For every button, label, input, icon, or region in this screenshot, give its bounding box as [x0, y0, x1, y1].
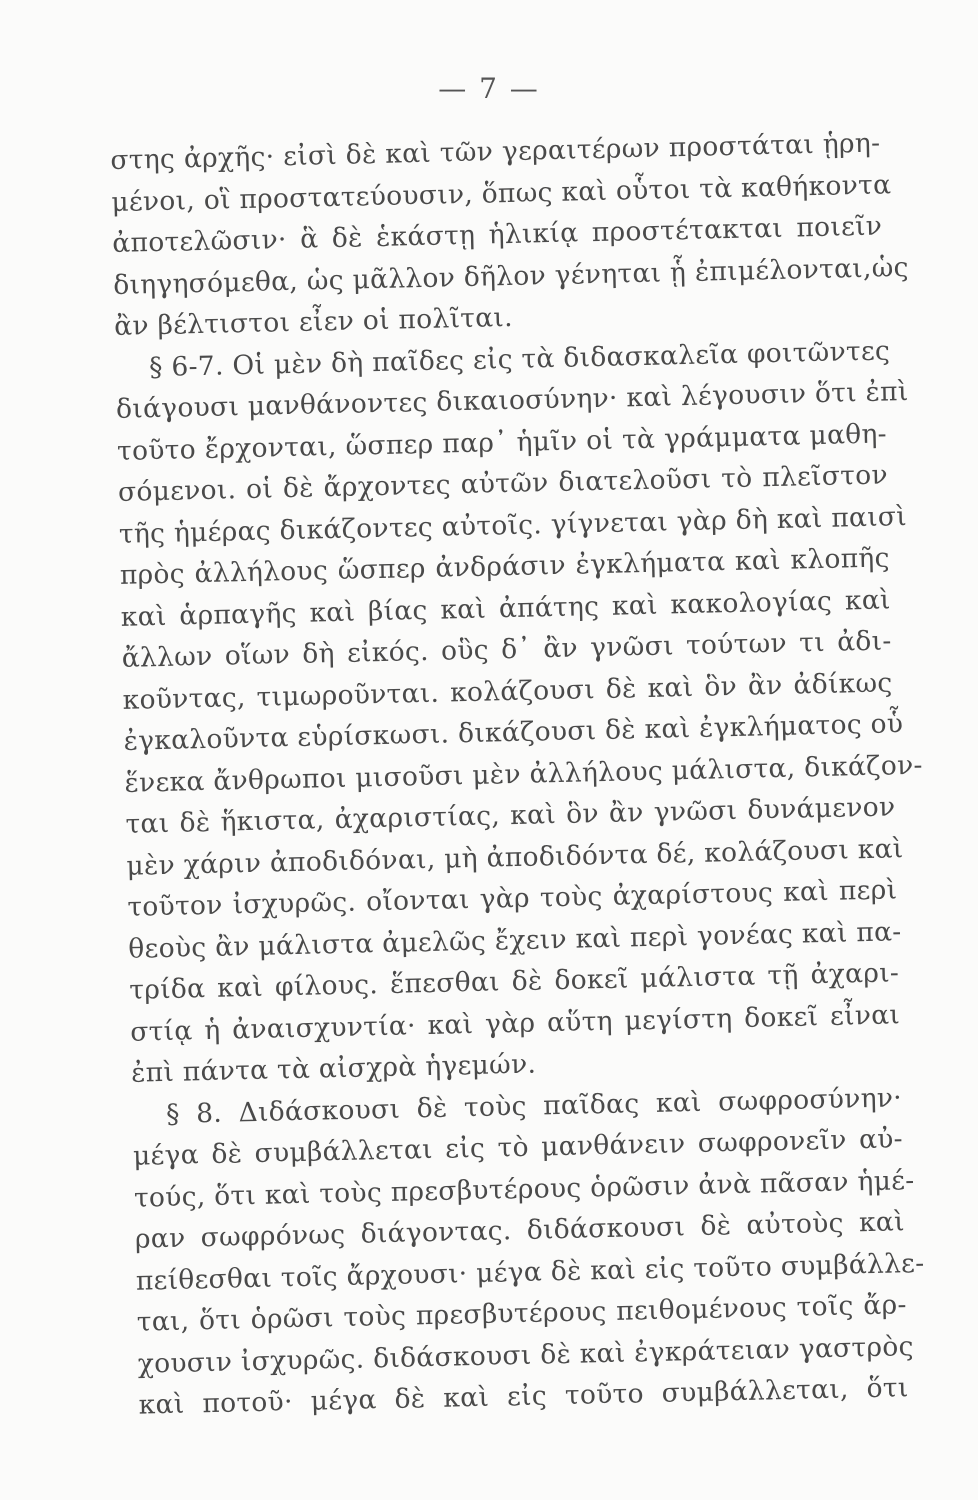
- text-line: τοῦτο ἔρχονται, ὥσπερ παρ᾽ ἡμῖν οἱ τὰ γράμματα μαθη-: [116, 417, 888, 467]
- text-line: καὶ ποτοῦ· μέγα δὲ καὶ εἰς τοῦτο συμβάλλεται, ὅτι: [138, 1372, 909, 1421]
- section-heading-line: § 6-7. Οἱ μὲν δὴ παῖδες εἰς τὰ διδασκαλεῖα φοιτῶντες: [148, 334, 891, 383]
- text-line: χουσιν ἰσχυρῶς. διδάσκουσι δὲ καὶ ἐγκράτειαν γαστρὸς: [137, 1330, 915, 1380]
- text-line: μέγα δὲ συμβάλλεται εἰς τὸ μανθάνειν σωφρονεῖν αὐ-: [132, 1123, 904, 1172]
- text-line: θεοὺς ἂν μάλιστα ἀμελῶς ἔχειν καὶ περὶ γονέας καὶ πα-: [128, 915, 902, 965]
- text-line: ἐγκαλοῦντα εὑρίσκωσι. δικάζουσι δὲ καὶ ἐγκλήματος οὗ: [123, 708, 904, 757]
- text-line: ται δὲ ἥκιστα, ἀχαριστίας, καὶ ὃν ἂν γνῶσι δυνάμενον: [125, 791, 896, 840]
- text-line: ται, ὅτι ὁρῶσι τοὺς πρεσβυτέρους πειθομένους τοῖς ἄρ-: [136, 1289, 907, 1338]
- text-line: ἕνεκα ἄνθρωποι μισοῦσι μὲν ἀλλήλους μάλιστα, δικάζον-: [124, 749, 924, 799]
- text-line: πρὸς ἀλλήλους ὥσπερ ἀνδράσιν ἐγκλήματα καὶ κλοπῆς: [119, 542, 891, 591]
- text-line: μένοι, οἳ προστατεύουσιν, ὅπως καὶ οὗτοι τὰ καθήκοντα: [111, 168, 892, 218]
- page-number: — 7 —: [438, 72, 540, 105]
- text-line: μὲν χάριν ἀποδιδόναι, μὴ ἀποδιδόντα δέ, κολάζουσι καὶ: [126, 832, 904, 882]
- section-heading-line: § 8. Διδάσκουσι δὲ τοὺς παῖδας καὶ σωφροσύνην·: [165, 1081, 903, 1130]
- text-line: κοῦντας, τιμωροῦνται. κολάζουσι δὲ καὶ ὃν ἂν ἀδίκως: [122, 666, 893, 716]
- text-line: καὶ ἁρπαγῆς καὶ βίας καὶ ἀπάτης καὶ κακολογίας καὶ: [120, 583, 891, 633]
- text-line: διάγουσι μανθάνοντες δικαιοσύνην· καὶ λέγουσιν ὅτι ἐπὶ: [115, 375, 909, 425]
- text-line: ἐπὶ πάντα τὰ αἰσχρὰ ἡγεμών.: [130, 1048, 537, 1089]
- text-line: διηγησόμεθα, ὡς μᾶλλον δῆλον γένηται ᾗ ἐπιμέλονται,ὡς: [112, 251, 910, 301]
- text-line: ἄλλων οἵων δὴ εἰκός. οὓς δ᾽ ἂν γνῶσι τούτων τι ἀδι-: [121, 625, 892, 674]
- body-text: [110, 123, 925, 1427]
- text-line: τοῦτον ἰσχυρῶς. οἴονται γὰρ τοὺς ἀχαρίστους καὶ περὶ: [127, 874, 898, 923]
- text-line: στίᾳ ἡ ἀναισχυντία· καὶ γὰρ αὕτη μεγίστη δοκεῖ εἶναι: [129, 998, 901, 1048]
- text-line: τῆς ἡμέρας δικάζοντες αὐτοῖς. γίγνεται γὰρ δὴ καὶ παισὶ: [118, 500, 908, 550]
- text-line: τούς, ὅτι καὶ τοὺς πρεσβυτέρους ὁρῶσιν ἀνὰ πᾶσαν ἡμέ-: [133, 1164, 915, 1214]
- text-line: στης ἀρχῆς· εἰσὶ δὲ καὶ τῶν γεραιτέρων προστάται ᾑρη-: [110, 127, 881, 176]
- text-line: ἂν βέλτιστοι εἶεν οἱ πολῖται.: [113, 301, 514, 342]
- text-line: τρίδα καὶ φίλους. ἕπεσθαι δὲ δοκεῖ μάλιστα τῇ ἀχαρι-: [128, 957, 900, 1006]
- text-line: ἀποτελῶσιν· ἃ δὲ ἑκάστῃ ἡλικίᾳ προστέτακται ποιεῖν: [111, 210, 883, 259]
- text-line: σόμενοι. οἱ δὲ ἄρχοντες αὐτῶν διατελοῦσι τὸ πλεῖστον: [117, 459, 889, 508]
- text-line: ραν σωφρόνως διάγοντας. διδάσκουσι δὲ αὐτοὺς καὶ: [134, 1206, 906, 1255]
- text-line: πείθεσθαι τοῖς ἄρχουσι· μέγα δὲ καὶ εἰς τοῦτο συμβάλλε-: [135, 1247, 925, 1297]
